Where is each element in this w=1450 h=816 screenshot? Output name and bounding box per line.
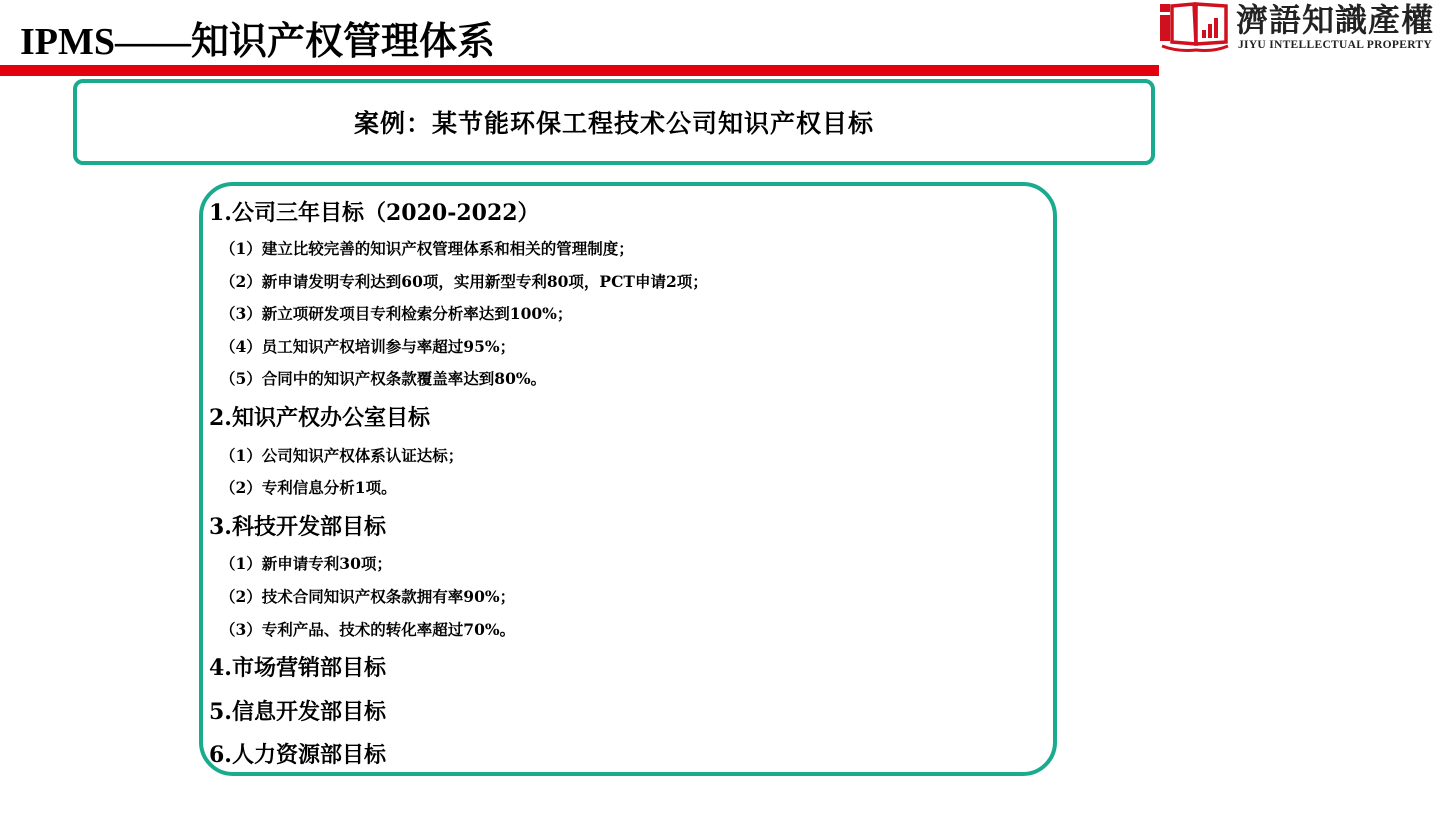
case-title-box bbox=[73, 79, 1155, 165]
book-logo-icon bbox=[1158, 0, 1236, 56]
page-title-cn: 知识产权管理体系 bbox=[191, 18, 496, 63]
goal-item: （3）新立项研发项目专利检索分析率达到100%； bbox=[220, 304, 573, 323]
section-heading: 2.知识产权办公室目标 bbox=[209, 405, 430, 431]
page-title-en: IPMS—— bbox=[20, 21, 191, 63]
goal-item: （1）建立比较完善的知识产权管理体系和相关的管理制度； bbox=[220, 239, 634, 258]
goal-item: （2）技术合同知识产权条款拥有率90%； bbox=[220, 587, 516, 606]
goal-item: （1）新申请专利30项； bbox=[220, 554, 392, 573]
goal-item: （4）员工知识产权培训参与率超过95%； bbox=[220, 337, 516, 356]
goal-item: （5）合同中的知识产权条款覆盖率达到80%。 bbox=[220, 369, 547, 388]
goal-item: （1）公司知识产权体系认证达标； bbox=[220, 446, 464, 465]
section-heading: 3.科技开发部目标 bbox=[209, 514, 386, 540]
case-title: 案例：某节能环保工程技术公司知识产权目标 bbox=[353, 109, 874, 138]
logo-name-cn: 濟語知識產權 bbox=[1236, 1, 1435, 39]
title-underline-bar bbox=[0, 65, 1159, 76]
company-logo bbox=[1158, 0, 1450, 56]
section-heading: 4.市场营销部目标 bbox=[209, 655, 386, 681]
section-heading: 6.人力资源部目标 bbox=[209, 742, 386, 768]
goal-item: （3）专利产品、技术的转化率超过70%。 bbox=[220, 620, 516, 639]
section-heading: 5.信息开发部目标 bbox=[209, 699, 386, 725]
section-heading: 1.公司三年目标（2020-2022） bbox=[209, 200, 540, 226]
goal-item: （2）新申请发明专利达到60项，实用新型专利80项，PCT申请2项； bbox=[220, 272, 708, 291]
page-title bbox=[20, 18, 495, 65]
goal-item: （2）专利信息分析1项。 bbox=[220, 478, 397, 497]
logo-name-en: JIYU INTELLECTUAL PROPERTY bbox=[1238, 39, 1432, 51]
